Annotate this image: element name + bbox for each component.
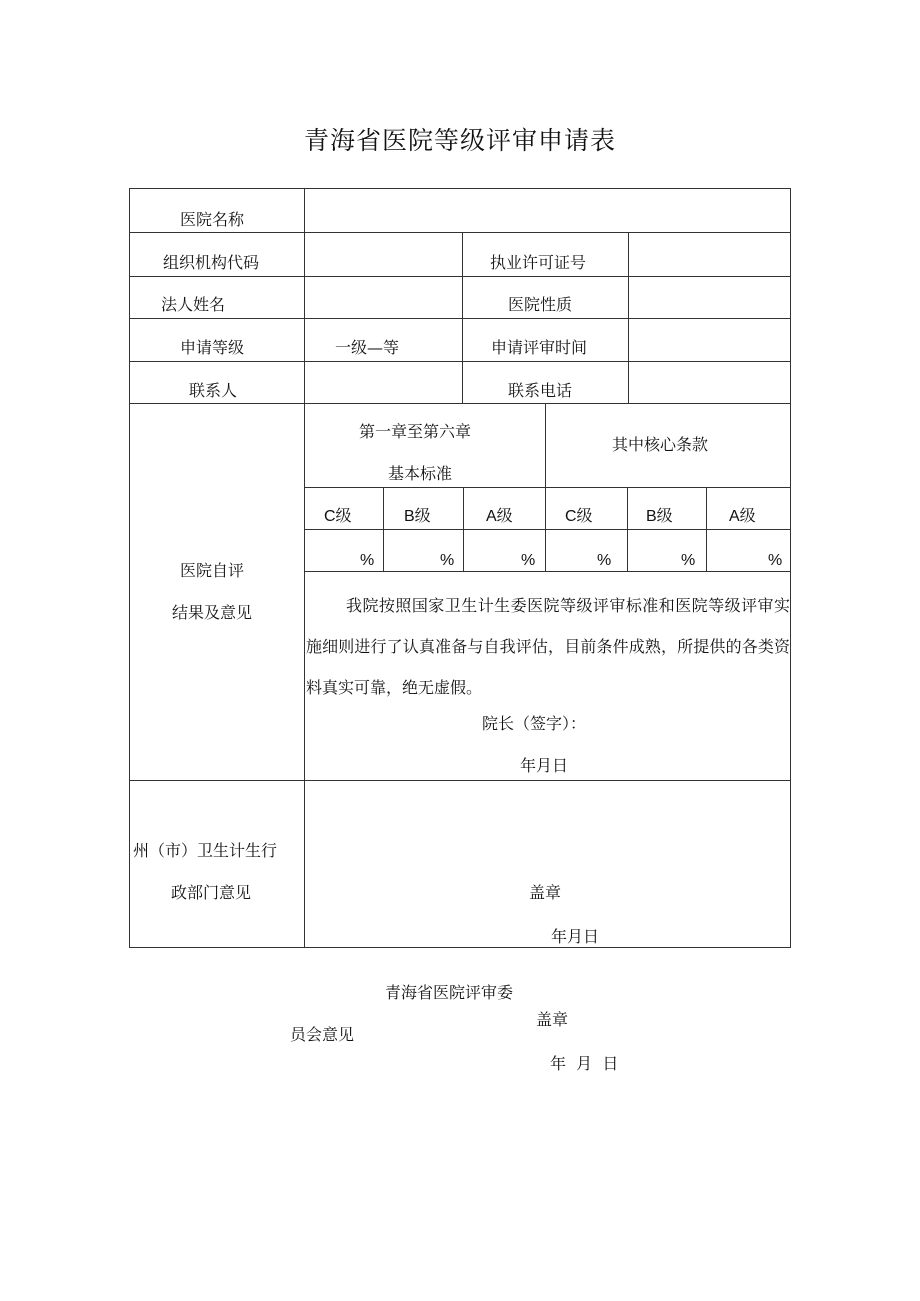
grade-c-core: C级 (565, 508, 593, 525)
legal-person-label: 法人姓名 (161, 295, 226, 314)
phone-label: 联系电话 (508, 381, 573, 400)
self-eval-date: 年月日 (520, 756, 569, 775)
row-divider (304, 487, 790, 488)
core-clause-header: 其中核心条款 (612, 435, 709, 454)
grade-a-basic: A级 (486, 508, 513, 525)
license-label: 执业许可证号 (490, 253, 587, 272)
column-divider (304, 188, 305, 948)
apply-level-label: 申请等级 (180, 338, 245, 357)
committee-label-line1: 青海省医院评审委 (385, 983, 514, 1002)
grade-c-basic: C级 (324, 508, 352, 525)
org-code-label: 组织机构代码 (163, 253, 260, 272)
column-divider (545, 403, 546, 571)
grade-b-core: B级 (646, 508, 673, 525)
hospital-nature-label: 医院性质 (508, 295, 573, 314)
grade-a-core: A级 (729, 508, 756, 525)
column-divider (383, 487, 384, 571)
prefecture-seal: 盖章 (529, 883, 562, 902)
self-eval-label-line2: 结果及意见 (172, 603, 253, 622)
percent-a-core: % (768, 552, 783, 569)
director-signature: 院长（签字）： (482, 714, 587, 733)
prefecture-label-line2: 政部门意见 (171, 883, 252, 902)
row-divider (304, 571, 790, 572)
row-divider (304, 529, 790, 530)
self-eval-label-line1: 医院自评 (180, 561, 245, 580)
page-title: 青海省医院等级评审申请表 (303, 126, 616, 155)
table-border-top (129, 188, 790, 189)
committee-seal: 盖章 (536, 1010, 569, 1029)
committee-label-line2: 员会意见 (290, 1025, 355, 1044)
table-border-right (790, 188, 791, 948)
row-divider (129, 318, 790, 319)
apply-time-label: 申请评审时间 (491, 338, 588, 357)
committee-date: 年 月 日 (550, 1054, 619, 1073)
percent-c-core: % (597, 552, 612, 569)
contact-label: 联系人 (189, 381, 238, 400)
column-divider (627, 487, 628, 571)
prefecture-date: 年月日 (551, 927, 600, 946)
prefecture-label-line1: 州（市）卫生计生行 (133, 841, 278, 860)
row-divider (129, 403, 790, 404)
column-divider (628, 232, 629, 403)
row-divider (129, 780, 790, 781)
table-border-left (129, 188, 130, 948)
percent-b-core: % (681, 552, 696, 569)
self-eval-statement: 我院按照国家卫生计生委医院等级评审标准和医院等级评审实施细则进行了认真准备与自我评估，目前条件成熟，所提供的各类资料真实可靠，绝无虚假。 (306, 596, 790, 697)
percent-a-basic: % (521, 552, 536, 569)
column-divider (462, 232, 463, 403)
table-border-bottom (129, 947, 790, 948)
row-divider (129, 276, 790, 277)
column-divider (706, 487, 707, 571)
row-divider (129, 232, 790, 233)
row-divider (129, 361, 790, 362)
column-divider (463, 487, 464, 571)
percent-b-basic: % (440, 552, 455, 569)
percent-c-basic: % (360, 552, 375, 569)
basic-standard-header-line1: 第一章至第六章 (359, 422, 472, 441)
grade-b-basic: B级 (404, 508, 431, 525)
basic-standard-header-line2: 基本标准 (388, 464, 453, 483)
apply-level-value: 一级—等 (335, 338, 400, 357)
hospital-name-label: 医院名称 (180, 210, 245, 229)
